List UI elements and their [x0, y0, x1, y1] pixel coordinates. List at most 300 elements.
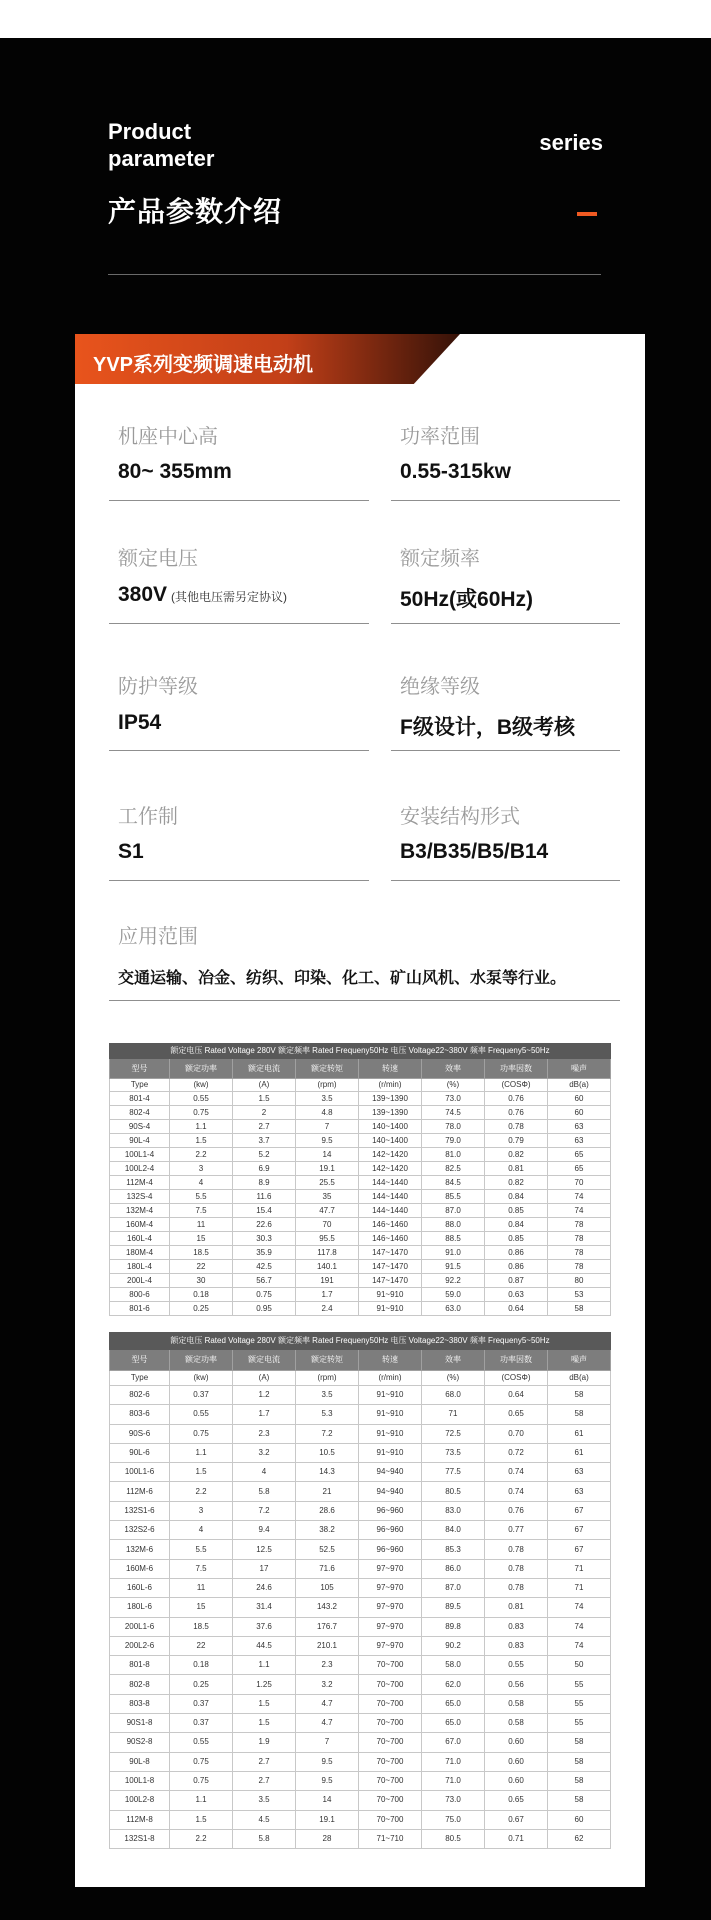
- table-cell: 71: [422, 1405, 485, 1424]
- table-cell: 74: [548, 1598, 611, 1617]
- table-cell: 0.18: [170, 1288, 233, 1302]
- table-row: [110, 1218, 611, 1232]
- spec-table-6-8pole: [109, 1332, 611, 1849]
- table-cell: 22.6: [233, 1218, 296, 1232]
- param-label-frame-height: 机座中心高: [118, 426, 218, 448]
- header-en-line2: parameter: [108, 146, 215, 171]
- table-cell: 58: [548, 1405, 611, 1424]
- table-cell: 78: [548, 1218, 611, 1232]
- table-cell: 3.5: [233, 1791, 296, 1810]
- table-cell: 3: [170, 1162, 233, 1176]
- table-cell: 55: [548, 1714, 611, 1733]
- table-cell: 0.55: [170, 1092, 233, 1106]
- param-label-protection: 防护等级: [118, 676, 198, 698]
- table-row: [110, 1260, 611, 1274]
- table-cell: 1.1: [170, 1120, 233, 1134]
- table-cell: 17: [233, 1559, 296, 1578]
- table-cell: 25.5: [296, 1176, 359, 1190]
- table-cell: 0.56: [485, 1675, 548, 1694]
- table-cell: 9.5: [296, 1771, 359, 1790]
- table-header-row: [110, 1350, 611, 1371]
- param-label-duty: 工作制: [118, 806, 178, 828]
- table-cell: 91~910: [359, 1424, 422, 1443]
- table-cell: 0.67: [485, 1810, 548, 1829]
- table-cell: 0.82: [485, 1148, 548, 1162]
- table-cell: 58: [548, 1733, 611, 1752]
- table-cell: 61: [548, 1443, 611, 1462]
- table-cell: 0.25: [170, 1675, 233, 1694]
- table-cell: 58: [548, 1771, 611, 1790]
- table-cell: 73.0: [422, 1092, 485, 1106]
- table-cell: 62.0: [422, 1675, 485, 1694]
- table-cell: 70~700: [359, 1752, 422, 1771]
- table-row: [110, 1694, 611, 1713]
- param-value-power-range: 0.55-315kw: [400, 460, 511, 483]
- table-cell: 112M-6: [110, 1482, 170, 1501]
- table-cell: 2.4: [296, 1302, 359, 1316]
- table-cell: 0.64: [485, 1386, 548, 1405]
- table-row: [110, 1386, 611, 1405]
- table-unit-cell: Type: [110, 1371, 170, 1386]
- table-row: [110, 1134, 611, 1148]
- table-cell: 147~1470: [359, 1260, 422, 1274]
- table-cell: 0.76: [485, 1092, 548, 1106]
- table-unit-cell: dB(a): [548, 1079, 611, 1092]
- table-row: [110, 1232, 611, 1246]
- param-divider: [391, 880, 620, 881]
- table-cell: 97~970: [359, 1578, 422, 1597]
- table-cell: 1.25: [233, 1675, 296, 1694]
- table-cell: 100L1-4: [110, 1148, 170, 1162]
- table-unit-cell: (%): [422, 1079, 485, 1092]
- table-cell: 0.75: [170, 1752, 233, 1771]
- table-cell: 47.7: [296, 1204, 359, 1218]
- param-divider: [391, 623, 620, 624]
- table-cell: 3.2: [296, 1675, 359, 1694]
- voltage-note: (其他电压需另定协议): [171, 590, 288, 604]
- table-cell: 63: [548, 1482, 611, 1501]
- table-cell: 19.1: [296, 1810, 359, 1829]
- table-cell: 144~1440: [359, 1176, 422, 1190]
- table-cell: 89.8: [422, 1617, 485, 1636]
- table-cell: 11.6: [233, 1190, 296, 1204]
- table-cell: 5.2: [233, 1148, 296, 1162]
- table-row: [110, 1617, 611, 1636]
- table-row: [110, 1752, 611, 1771]
- table-unit-row: [110, 1079, 611, 1092]
- table-unit-cell: (rpm): [296, 1079, 359, 1092]
- table-cell: 3.5: [296, 1092, 359, 1106]
- application-value: 交通运输、冶金、纺织、印染、化工、矿山风机、水泵等行业。: [118, 970, 567, 987]
- table-unit-cell: (A): [233, 1079, 296, 1092]
- param-divider: [109, 880, 369, 881]
- table-row: [110, 1274, 611, 1288]
- table-cell: 55: [548, 1675, 611, 1694]
- table-cell: 140.1: [296, 1260, 359, 1274]
- table-cell: 0.83: [485, 1636, 548, 1655]
- table-cell: 1.1: [233, 1656, 296, 1675]
- table-cell: 160L-4: [110, 1232, 170, 1246]
- table-cell: 139~1390: [359, 1106, 422, 1120]
- table-cell: 0.84: [485, 1190, 548, 1204]
- table-cell: 92.2: [422, 1274, 485, 1288]
- table-cell: 4.7: [296, 1694, 359, 1713]
- table-cell: 0.37: [170, 1714, 233, 1733]
- param-label-rated-frequency: 额定频率: [400, 548, 480, 570]
- table-cell: 72.5: [422, 1424, 485, 1443]
- table-cell: 803-6: [110, 1405, 170, 1424]
- table-cell: 42.5: [233, 1260, 296, 1274]
- param-label-insulation: 绝缘等级: [400, 676, 480, 698]
- table-row: [110, 1791, 611, 1810]
- series-banner-title: YVP系列变频调速电动机: [93, 354, 314, 376]
- table-cell: 86.0: [422, 1559, 485, 1578]
- table-unit-cell: (COSΦ): [485, 1079, 548, 1092]
- table-cell: 28: [296, 1829, 359, 1848]
- table-cell: 200L2-6: [110, 1636, 170, 1655]
- table-cell: 5.3: [296, 1405, 359, 1424]
- table-row: [110, 1482, 611, 1501]
- table-row: [110, 1559, 611, 1578]
- table-cell: 75.0: [422, 1810, 485, 1829]
- param-value-insulation: F级设计，B级考核: [400, 716, 575, 739]
- param-divider: [109, 623, 369, 624]
- table-cell: 84.5: [422, 1176, 485, 1190]
- table-cell: 0.87: [485, 1274, 548, 1288]
- table-cell: 7.5: [170, 1559, 233, 1578]
- table-row: [110, 1810, 611, 1829]
- table-cell: 100L1-8: [110, 1771, 170, 1790]
- table-cell: 7.5: [170, 1204, 233, 1218]
- table-cell: 58: [548, 1791, 611, 1810]
- table-unit-cell: (rpm): [296, 1371, 359, 1386]
- table-cell: 85.3: [422, 1540, 485, 1559]
- param-label-rated-voltage: 额定电压: [118, 548, 198, 570]
- table-cell: 0.72: [485, 1443, 548, 1462]
- param-value-protection: IP54: [118, 711, 162, 734]
- table-cell: 14: [296, 1791, 359, 1810]
- param-divider: [391, 500, 620, 501]
- table-cell: 147~1470: [359, 1274, 422, 1288]
- table-cell: 4.5: [233, 1810, 296, 1829]
- table-cell: 0.82: [485, 1176, 548, 1190]
- table-row: [110, 1771, 611, 1790]
- table-cell: 31.4: [233, 1598, 296, 1617]
- table-cell: 71.0: [422, 1752, 485, 1771]
- table-cell: 91~910: [359, 1302, 422, 1316]
- table-cell: 4: [170, 1176, 233, 1190]
- table-cell: 84.0: [422, 1521, 485, 1540]
- table-cell: 144~1440: [359, 1190, 422, 1204]
- table-cell: 91~910: [359, 1443, 422, 1462]
- param-divider: [109, 750, 369, 751]
- table-cell: 91.5: [422, 1260, 485, 1274]
- table-cell: 87.0: [422, 1578, 485, 1597]
- table-cell: 9.5: [296, 1134, 359, 1148]
- table-cell: 132M-6: [110, 1540, 170, 1559]
- table-cell: 90L-6: [110, 1443, 170, 1462]
- table-cell: 58: [548, 1386, 611, 1405]
- table-row: [110, 1190, 611, 1204]
- table-row: [110, 1714, 611, 1733]
- table-cell: 200L-4: [110, 1274, 170, 1288]
- table-cell: 146~1460: [359, 1218, 422, 1232]
- table-cell: 143.2: [296, 1598, 359, 1617]
- table-cell: 180L-4: [110, 1260, 170, 1274]
- table-cell: 1.1: [170, 1791, 233, 1810]
- table-cell: 4.8: [296, 1106, 359, 1120]
- table-cell: 96~960: [359, 1540, 422, 1559]
- table-row: [110, 1501, 611, 1520]
- table-cell: 191: [296, 1274, 359, 1288]
- table-cell: 73.5: [422, 1443, 485, 1462]
- table-cell: 3.7: [233, 1134, 296, 1148]
- table-cell: 65: [548, 1162, 611, 1176]
- table-row: [110, 1246, 611, 1260]
- table-cell: 0.83: [485, 1617, 548, 1636]
- table-cell: 0.95: [233, 1302, 296, 1316]
- table-cell: 0.63: [485, 1288, 548, 1302]
- table-cell: 802-6: [110, 1386, 170, 1405]
- table-cell: 802-4: [110, 1106, 170, 1120]
- table-cell: 146~1460: [359, 1232, 422, 1246]
- table-cell: 63: [548, 1463, 611, 1482]
- table-header-cell: 额定功率: [170, 1350, 233, 1371]
- table-cell: 15: [170, 1232, 233, 1246]
- table-cell: 132S-4: [110, 1190, 170, 1204]
- table-cell: 0.58: [485, 1694, 548, 1713]
- table-cell: 61: [548, 1424, 611, 1443]
- table-cell: 0.64: [485, 1302, 548, 1316]
- table-cell: 2.2: [170, 1148, 233, 1162]
- table-header-cell: 功率因数: [485, 1059, 548, 1079]
- table-header-cell: 额定功率: [170, 1059, 233, 1079]
- table-cell: 59.0: [422, 1288, 485, 1302]
- table-cell: 82.5: [422, 1162, 485, 1176]
- table-cell: 142~1420: [359, 1148, 422, 1162]
- table-cell: 58.0: [422, 1656, 485, 1675]
- table-header-cell: 额定电流: [233, 1059, 296, 1079]
- table-cell: 117.8: [296, 1246, 359, 1260]
- table-title: 额定电压 Rated Voltage 280V 额定频率 Rated Frequeny50Hz 电压 Voltage22~380V 频率 Frequeny5~50Hz: [110, 1044, 611, 1059]
- table-cell: 28.6: [296, 1501, 359, 1520]
- table-cell: 80.5: [422, 1829, 485, 1848]
- table-cell: 90S-4: [110, 1120, 170, 1134]
- table-cell: 180M-4: [110, 1246, 170, 1260]
- table-cell: 0.84: [485, 1218, 548, 1232]
- table-cell: 55: [548, 1694, 611, 1713]
- table-cell: 0.86: [485, 1260, 548, 1274]
- table-cell: 71.0: [422, 1771, 485, 1790]
- table-cell: 0.81: [485, 1598, 548, 1617]
- table-header-cell: 转速: [359, 1350, 422, 1371]
- table-cell: 63: [548, 1120, 611, 1134]
- table-cell: 0.78: [485, 1578, 548, 1597]
- table-cell: 0.77: [485, 1521, 548, 1540]
- application-label: 应用范围: [118, 926, 198, 948]
- table-unit-cell: (kw): [170, 1371, 233, 1386]
- table-cell: 71: [548, 1578, 611, 1597]
- table-header-cell: 额定转矩: [296, 1350, 359, 1371]
- table-cell: 100L2-8: [110, 1791, 170, 1810]
- table-cell: 2.3: [233, 1424, 296, 1443]
- table-cell: 147~1470: [359, 1246, 422, 1260]
- table-cell: 18.5: [170, 1617, 233, 1636]
- table-cell: 0.74: [485, 1463, 548, 1482]
- table-cell: 70: [296, 1218, 359, 1232]
- table-cell: 100L1-6: [110, 1463, 170, 1482]
- table-cell: 50: [548, 1656, 611, 1675]
- application-divider: [109, 1000, 620, 1001]
- table-cell: 2.7: [233, 1120, 296, 1134]
- table-cell: 97~970: [359, 1636, 422, 1655]
- table-cell: 91.0: [422, 1246, 485, 1260]
- table-cell: 70~700: [359, 1771, 422, 1790]
- table-row: [110, 1521, 611, 1540]
- table-cell: 3.5: [296, 1386, 359, 1405]
- table-row: [110, 1405, 611, 1424]
- table-cell: 200L1-6: [110, 1617, 170, 1636]
- table-cell: 62: [548, 1829, 611, 1848]
- table-cell: 96~960: [359, 1521, 422, 1540]
- table-cell: 94~940: [359, 1482, 422, 1501]
- table-cell: 132S2-6: [110, 1521, 170, 1540]
- table-cell: 1.1: [170, 1443, 233, 1462]
- table-cell: 96~960: [359, 1501, 422, 1520]
- table-cell: 87.0: [422, 1204, 485, 1218]
- table-cell: 74: [548, 1617, 611, 1636]
- table-cell: 70~700: [359, 1810, 422, 1829]
- table-cell: 0.58: [485, 1714, 548, 1733]
- table-cell: 0.65: [485, 1791, 548, 1810]
- table-cell: 0.37: [170, 1386, 233, 1405]
- table-unit-cell: dB(a): [548, 1371, 611, 1386]
- table-cell: 176.7: [296, 1617, 359, 1636]
- table-cell: 8.9: [233, 1176, 296, 1190]
- table-cell: 67: [548, 1521, 611, 1540]
- table-cell: 1.5: [170, 1810, 233, 1829]
- table-header-cell: 型号: [110, 1350, 170, 1371]
- table-cell: 90S2-8: [110, 1733, 170, 1752]
- table-cell: 2.2: [170, 1482, 233, 1501]
- table-cell: 53: [548, 1288, 611, 1302]
- table-cell: 77.5: [422, 1463, 485, 1482]
- table-cell: 0.85: [485, 1232, 548, 1246]
- table-cell: 68.0: [422, 1386, 485, 1405]
- table-cell: 0.76: [485, 1106, 548, 1120]
- table-unit-cell: (r/min): [359, 1079, 422, 1092]
- table-cell: 12.5: [233, 1540, 296, 1559]
- table-header-row: [110, 1059, 611, 1079]
- table-cell: 97~970: [359, 1617, 422, 1636]
- table-cell: 71.6: [296, 1559, 359, 1578]
- top-white-strip: [0, 0, 711, 38]
- table-cell: 74.5: [422, 1106, 485, 1120]
- table-cell: 37.6: [233, 1617, 296, 1636]
- table-header-cell: 额定转矩: [296, 1059, 359, 1079]
- table-cell: 74: [548, 1636, 611, 1655]
- table-cell: 2.3: [296, 1656, 359, 1675]
- table-cell: 70~700: [359, 1656, 422, 1675]
- param-value-rated-voltage: 380V (其他电压需另定协议): [118, 583, 288, 606]
- table-cell: 83.0: [422, 1501, 485, 1520]
- table-cell: 6.9: [233, 1162, 296, 1176]
- table-cell: 18.5: [170, 1246, 233, 1260]
- table-cell: 1.2: [233, 1386, 296, 1405]
- table-cell: 80.5: [422, 1482, 485, 1501]
- table-cell: 90.2: [422, 1636, 485, 1655]
- table-cell: 1.5: [170, 1463, 233, 1482]
- table-cell: 2: [233, 1106, 296, 1120]
- table-cell: 11: [170, 1578, 233, 1597]
- table-cell: 9.4: [233, 1521, 296, 1540]
- table-cell: 89.5: [422, 1598, 485, 1617]
- table-header-cell: 转速: [359, 1059, 422, 1079]
- table-cell: 19.1: [296, 1162, 359, 1176]
- table-cell: 132S1-8: [110, 1829, 170, 1848]
- table-row: [110, 1829, 611, 1848]
- table-cell: 63.0: [422, 1302, 485, 1316]
- param-divider: [109, 500, 369, 501]
- table-header-cell: 噪声: [548, 1350, 611, 1371]
- table-cell: 0.75: [233, 1288, 296, 1302]
- param-label-power-range: 功率范围: [400, 426, 480, 448]
- table-cell: 97~970: [359, 1598, 422, 1617]
- table-row: [110, 1424, 611, 1443]
- table-cell: 70~700: [359, 1675, 422, 1694]
- header-en-line1: Product: [108, 119, 192, 144]
- table-cell: 67: [548, 1501, 611, 1520]
- table-cell: 70~700: [359, 1733, 422, 1752]
- table-cell: 112M-8: [110, 1810, 170, 1829]
- table-cell: 22: [170, 1636, 233, 1655]
- table-cell: 7.2: [296, 1424, 359, 1443]
- table-unit-row: [110, 1371, 611, 1386]
- table-unit-cell: (A): [233, 1371, 296, 1386]
- table-row: [110, 1540, 611, 1559]
- table-cell: 88.0: [422, 1218, 485, 1232]
- table-cell: 1.5: [233, 1714, 296, 1733]
- table-cell: 105: [296, 1578, 359, 1597]
- table-cell: 35.9: [233, 1246, 296, 1260]
- table-cell: 801-8: [110, 1656, 170, 1675]
- table-cell: 70: [548, 1176, 611, 1190]
- table-cell: 0.75: [170, 1424, 233, 1443]
- table-cell: 56.7: [233, 1274, 296, 1288]
- table-cell: 1.7: [233, 1405, 296, 1424]
- table-cell: 0.71: [485, 1829, 548, 1848]
- table-cell: 5.5: [170, 1190, 233, 1204]
- spec-table-4pole: [109, 1043, 611, 1316]
- table-cell: 52.5: [296, 1540, 359, 1559]
- table-cell: 60: [548, 1092, 611, 1106]
- table-row: [110, 1656, 611, 1675]
- table-cell: 142~1420: [359, 1162, 422, 1176]
- table-row: [110, 1148, 611, 1162]
- table-cell: 91~910: [359, 1288, 422, 1302]
- table-cell: 5.8: [233, 1829, 296, 1848]
- table-cell: 11: [170, 1218, 233, 1232]
- table-cell: 3.2: [233, 1443, 296, 1462]
- table-cell: 0.37: [170, 1694, 233, 1713]
- table-row: [110, 1092, 611, 1106]
- table-cell: 0.79: [485, 1134, 548, 1148]
- table-header-cell: 效率: [422, 1059, 485, 1079]
- table-cell: 139~1390: [359, 1092, 422, 1106]
- table-row: [110, 1176, 611, 1190]
- table-cell: 14.3: [296, 1463, 359, 1482]
- table-cell: 801-4: [110, 1092, 170, 1106]
